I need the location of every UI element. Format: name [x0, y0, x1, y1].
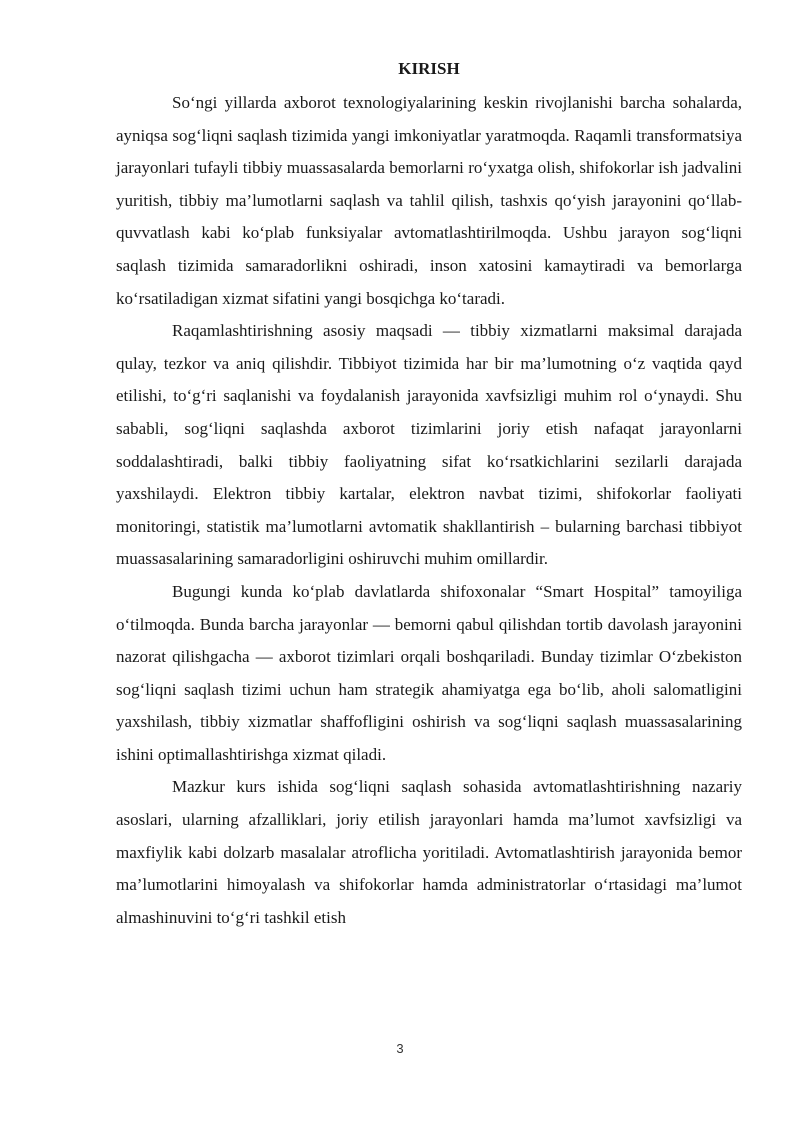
page-title: KIRISH [398, 59, 460, 78]
page-number: 3 [396, 1041, 404, 1056]
paragraph-2: Raqamlashtirishning asosiy maqsadi — tibbiy xizmatlarni maksimal darajada qulay, tezkor va aniq qilishdir. Tibbiyot tizimida har bir ma’lumotning o‘z vaqtida qayd etilishi, to‘g‘ri saqlanishi va foydalanish jarayonida xavfsizligi muhim rol o‘ynaydi. Shu sababli, sog‘liqni saqlashda axborot tizimlarini joriy etish nafaqat jarayonlarni soddalashtiradi, balki tibbiy faoliyatning sifat ko‘rsatkichlarini sezilarli darajada yaxshilaydi. Elektron tibbiy kartalar, elektron navbat tizimi, shifokorlar faoliyati monitoringi, statistik ma’lumotlarni avtomatik shakllantirish – bularning barchasi tibbiyot muassasalarining samaradorligini oshiruvchi muhim omillardir. [116, 321, 742, 569]
paragraph-1: So‘ngi yillarda axborot texnologiyalarining keskin rivojlanishi barcha sohalarda, ayniqsa sog‘liqni saqlash tizimida yangi imkoniyatlar yaratmoqda. Raqamli transformatsiya jarayonlari tufayli tibbiy muassasalarda bemorlarni ro‘yxatga olish, shifokorlar ish jadvalini yuritish, tibbiy ma’lumotlarni saqlash va tahlil qilish, tashxis qo‘yish jarayonini qo‘llab-quvvatlash kabi ko‘plab funksiyalar avtomatlashtirilmoqda. Ushbu jarayon sog‘liqni saqlash tizimida samaradorlikni oshiradi, inson xatosini kamaytiradi va bemorlarga ko‘rsatiladigan xizmat sifatini yangi bosqichga ko‘taradi. [116, 93, 742, 308]
paragraph-4: Mazkur kurs ishida sog‘liqni saqlash sohasida avtomatlashtirishning nazariy asoslari, ularning afzalliklari, joriy etilish jarayonlari hamda ma’lumot xavfsizligi va maxfiylik kabi dolzarb masalalar atroflicha yoritiladi. Avtomatlashtirish jarayonida bemor ma’lumotlarini himoyalash va shifokorlar hamda administratorlar o‘rtasidagi ma’lumot almashinuvini to‘g‘ri tashkil etish [116, 777, 742, 927]
paragraph-3: Bugungi kunda ko‘plab davlatlarda shifoxonalar “Smart Hospital” tamoyiliga o‘tilmoqda. Bunda barcha jarayonlar — bemorni qabul qilishdan tortib davolash jarayonini nazorat qilishgacha — axborot tizimlari orqali boshqariladi. Bunday tizimlar O‘zbekiston sog‘liqni saqlash tizimi uchun ham strategik ahamiyatga ega bo‘lib, aholi salomatligini yaxshilash, tibbiy xizmatlar shaffofligini oshirish va sog‘liqni saqlash muassasalarining ishini optimallashtirishga xizmat qiladi. [116, 581, 742, 764]
body-text [116, 87, 742, 934]
